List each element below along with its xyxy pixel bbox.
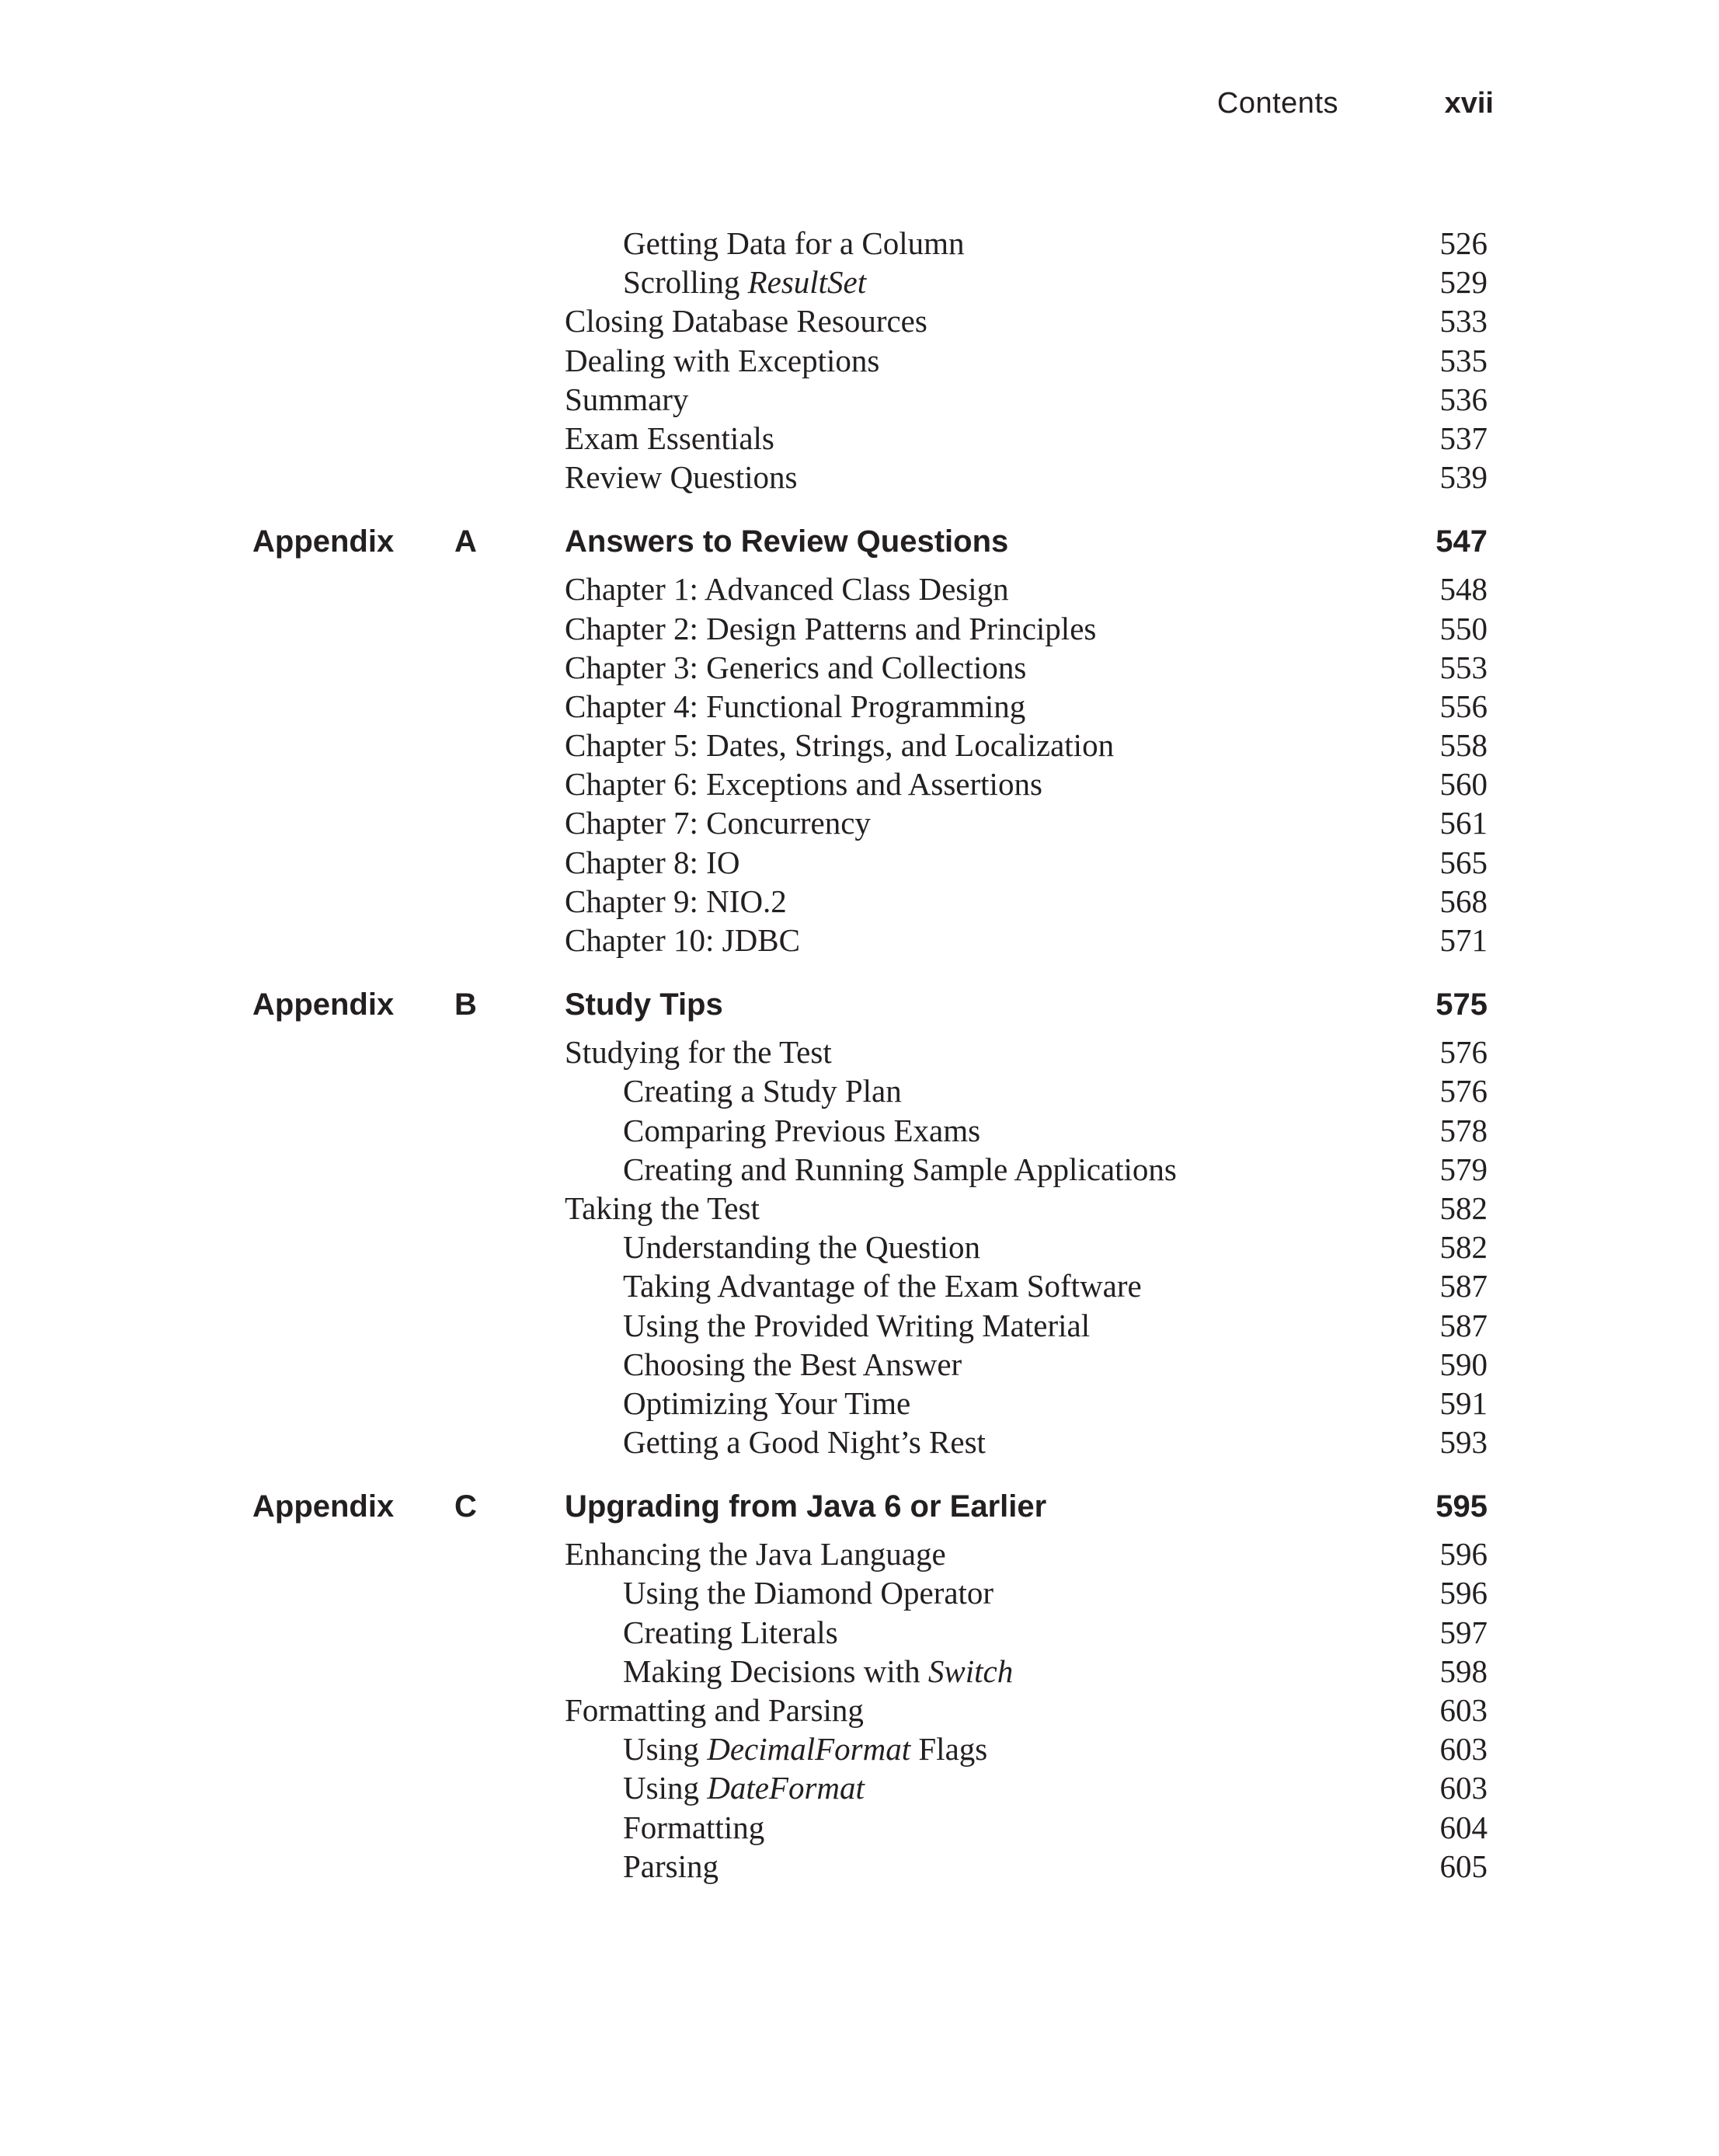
toc-entry-title: Using the Provided Writing Material (623, 1307, 1091, 1343)
toc-entry-page: 576 (1439, 1034, 1488, 1071)
toc-entry-title: Studying for the Test (565, 1034, 832, 1071)
toc-entry[interactable] (0, 1729, 1719, 1768)
toc-entry[interactable] (0, 1384, 1719, 1423)
toc-entry-title: Chapter 6: Exceptions and Assertions (565, 766, 1042, 803)
toc-entry-title: Chapter 7: Concurrency (565, 805, 871, 841)
toc-entry-title: Making Decisions with Switch (623, 1653, 1014, 1689)
toc-entry-page: 550 (1439, 610, 1488, 646)
toc-entry[interactable] (0, 380, 1719, 419)
toc-entry[interactable] (0, 419, 1719, 458)
toc-entry-page: 582 (1439, 1229, 1488, 1266)
toc-entry[interactable] (0, 1266, 1719, 1305)
toc-entry-page: 526 (1439, 225, 1488, 261)
toc-entry[interactable] (0, 1534, 1719, 1573)
toc-entry-title: Chapter 1: Advanced Class Design (565, 571, 1009, 608)
toc-entry-title: Taking Advantage of the Exam Software (623, 1268, 1142, 1304)
toc-entry-title: Getting a Good Night’s Rest (623, 1424, 986, 1461)
appendix-label: Appendix (252, 987, 395, 1022)
appendix-page: 575 (1435, 987, 1488, 1022)
toc-entry-page: 568 (1439, 883, 1488, 919)
toc-entry-title: Review Questions (565, 459, 798, 496)
toc-entry-page: 548 (1439, 571, 1488, 608)
toc-entry-title: Chapter 4: Functional Programming (565, 688, 1026, 724)
toc-entry[interactable] (0, 921, 1719, 960)
toc-entry-title: Formatting and Parsing (565, 1692, 864, 1728)
toc-entry-page: 576 (1439, 1073, 1488, 1109)
toc-entry-title: Using DecimalFormat Flags (623, 1731, 988, 1768)
toc-entry-page: 539 (1439, 459, 1488, 496)
toc-entry[interactable] (0, 458, 1719, 496)
toc-entry-page: 529 (1439, 264, 1488, 301)
toc-entry-page: 603 (1439, 1770, 1488, 1806)
toc-entry-page: 558 (1439, 727, 1488, 764)
toc-entry[interactable] (0, 765, 1719, 803)
toc-entry-title: Chapter 3: Generics and Collections (565, 649, 1027, 685)
toc-entry[interactable] (0, 1306, 1719, 1345)
toc-entry-title: Optimizing Your Time (623, 1385, 911, 1421)
toc-entry-title: Getting Data for a Column (623, 225, 965, 261)
toc-entry[interactable] (0, 1423, 1719, 1461)
toc-entry[interactable] (0, 301, 1719, 340)
toc-entry[interactable] (0, 1228, 1719, 1266)
toc-entry-title: Formatting (623, 1809, 765, 1845)
toc-entry-page: 536 (1439, 381, 1488, 417)
toc-entry[interactable] (0, 843, 1719, 882)
toc-entry-page: 587 (1439, 1307, 1488, 1343)
toc-entry-page: 535 (1439, 342, 1488, 378)
toc-entry[interactable] (0, 341, 1719, 380)
toc-entry-title: Taking the Test (565, 1189, 760, 1226)
toc-entry-page: 596 (1439, 1575, 1488, 1611)
toc-entry[interactable] (0, 648, 1719, 687)
toc-entry-title: Closing Database Resources (565, 303, 927, 340)
toc-entry[interactable] (0, 1847, 1719, 1886)
toc-entry-page: 593 (1439, 1424, 1488, 1461)
appendix-heading-b[interactable] (0, 981, 1719, 1033)
toc-entry-page: 579 (1439, 1151, 1488, 1187)
toc-entry[interactable] (0, 1071, 1719, 1110)
toc-entry-page: 561 (1439, 805, 1488, 841)
toc-entry-page: 560 (1439, 766, 1488, 803)
toc-entry-page: 596 (1439, 1536, 1488, 1573)
toc-entry-page: 533 (1439, 303, 1488, 340)
page-number: xvii (1444, 87, 1494, 120)
appendix-page: 595 (1435, 1489, 1488, 1524)
toc-entry-page: 603 (1439, 1731, 1488, 1768)
toc-entry-title: Creating a Study Plan (623, 1073, 902, 1109)
toc-entry-title: Using the Diamond Operator (623, 1575, 994, 1611)
toc-entry-title: Chapter 10: JDBC (565, 922, 800, 958)
toc-entry-page: 605 (1439, 1848, 1488, 1884)
appendix-label: Appendix (252, 1489, 395, 1524)
appendix-title: Study Tips (565, 987, 723, 1022)
toc-entry-page: 556 (1439, 688, 1488, 724)
toc-entry-title: Creating Literals (623, 1614, 838, 1650)
toc-entry[interactable] (0, 1111, 1719, 1150)
toc-entry-title: Chapter 2: Design Patterns and Principles (565, 610, 1097, 646)
toc-entry[interactable] (0, 882, 1719, 921)
toc-entry-page: 582 (1439, 1189, 1488, 1226)
toc-entry[interactable] (0, 726, 1719, 765)
toc-entry-page: 571 (1439, 922, 1488, 958)
toc-entry-title: Exam Essentials (565, 420, 774, 456)
toc-entry-title: Summary (565, 381, 689, 417)
toc-entry[interactable] (0, 609, 1719, 648)
toc-entry[interactable] (0, 1033, 1719, 1071)
toc-entry-title: Creating and Running Sample Applications (623, 1151, 1177, 1187)
toc-entry[interactable] (0, 1691, 1719, 1729)
toc-entry-title: Choosing the Best Answer (623, 1346, 962, 1382)
toc-entry-page: 597 (1439, 1614, 1488, 1650)
toc-entry-page: 553 (1439, 649, 1488, 685)
toc-entry-title: Chapter 8: IO (565, 844, 740, 880)
toc-entry-page: 565 (1439, 844, 1488, 880)
toc-entry[interactable] (0, 1808, 1719, 1847)
appendix-letter: A (454, 524, 477, 559)
appendix-title: Answers to Review Questions (565, 524, 1009, 559)
toc-entry-page: 591 (1439, 1385, 1488, 1421)
toc-entry-title: Chapter 9: NIO.2 (565, 883, 787, 919)
toc-entry-title: Understanding the Question (623, 1229, 981, 1266)
running-head (0, 87, 1494, 134)
toc-entry[interactable] (0, 569, 1719, 608)
toc-entry-title: Enhancing the Java Language (565, 1536, 946, 1573)
toc-entry[interactable] (0, 1150, 1719, 1189)
appendix-letter: C (454, 1489, 477, 1524)
toc-entry[interactable] (0, 1613, 1719, 1652)
toc-entry[interactable] (0, 224, 1719, 263)
running-head-title: Contents (1216, 87, 1338, 120)
toc-entry-title: Parsing (623, 1848, 719, 1884)
toc-entry-title: Dealing with Exceptions (565, 342, 880, 378)
toc-entry-page: 590 (1439, 1346, 1488, 1382)
appendix-heading-a[interactable] (0, 518, 1719, 569)
appendix-page: 547 (1435, 524, 1488, 559)
toc-entry-page: 587 (1439, 1268, 1488, 1304)
toc-entry-title: Using DateFormat (623, 1770, 865, 1806)
toc-entry-title: Comparing Previous Exams (623, 1112, 981, 1148)
toc-entry[interactable] (0, 1652, 1719, 1691)
toc-entry[interactable] (0, 1189, 1719, 1228)
appendix-letter: B (454, 987, 477, 1022)
toc-entry-page: 578 (1439, 1112, 1488, 1148)
appendix-label: Appendix (252, 524, 395, 559)
toc-entry-title: Scrolling ResultSet (623, 264, 867, 301)
toc-entry-page: 604 (1439, 1809, 1488, 1845)
appendix-heading-c[interactable] (0, 1483, 1719, 1534)
toc-entry-page: 598 (1439, 1653, 1488, 1689)
toc-entry[interactable] (0, 687, 1719, 726)
toc-entry-title: Chapter 5: Dates, Strings, and Localization (565, 727, 1115, 764)
toc-entry[interactable] (0, 1573, 1719, 1612)
toc-entry-page: 603 (1439, 1692, 1488, 1728)
toc-entry-page: 537 (1439, 420, 1488, 456)
toc-entry[interactable] (0, 263, 1719, 301)
toc-entry[interactable] (0, 1345, 1719, 1384)
toc-entry[interactable] (0, 803, 1719, 842)
toc-entry[interactable] (0, 1768, 1719, 1807)
table-of-contents (0, 224, 1719, 1886)
appendix-title: Upgrading from Java 6 or Earlier (565, 1489, 1047, 1524)
